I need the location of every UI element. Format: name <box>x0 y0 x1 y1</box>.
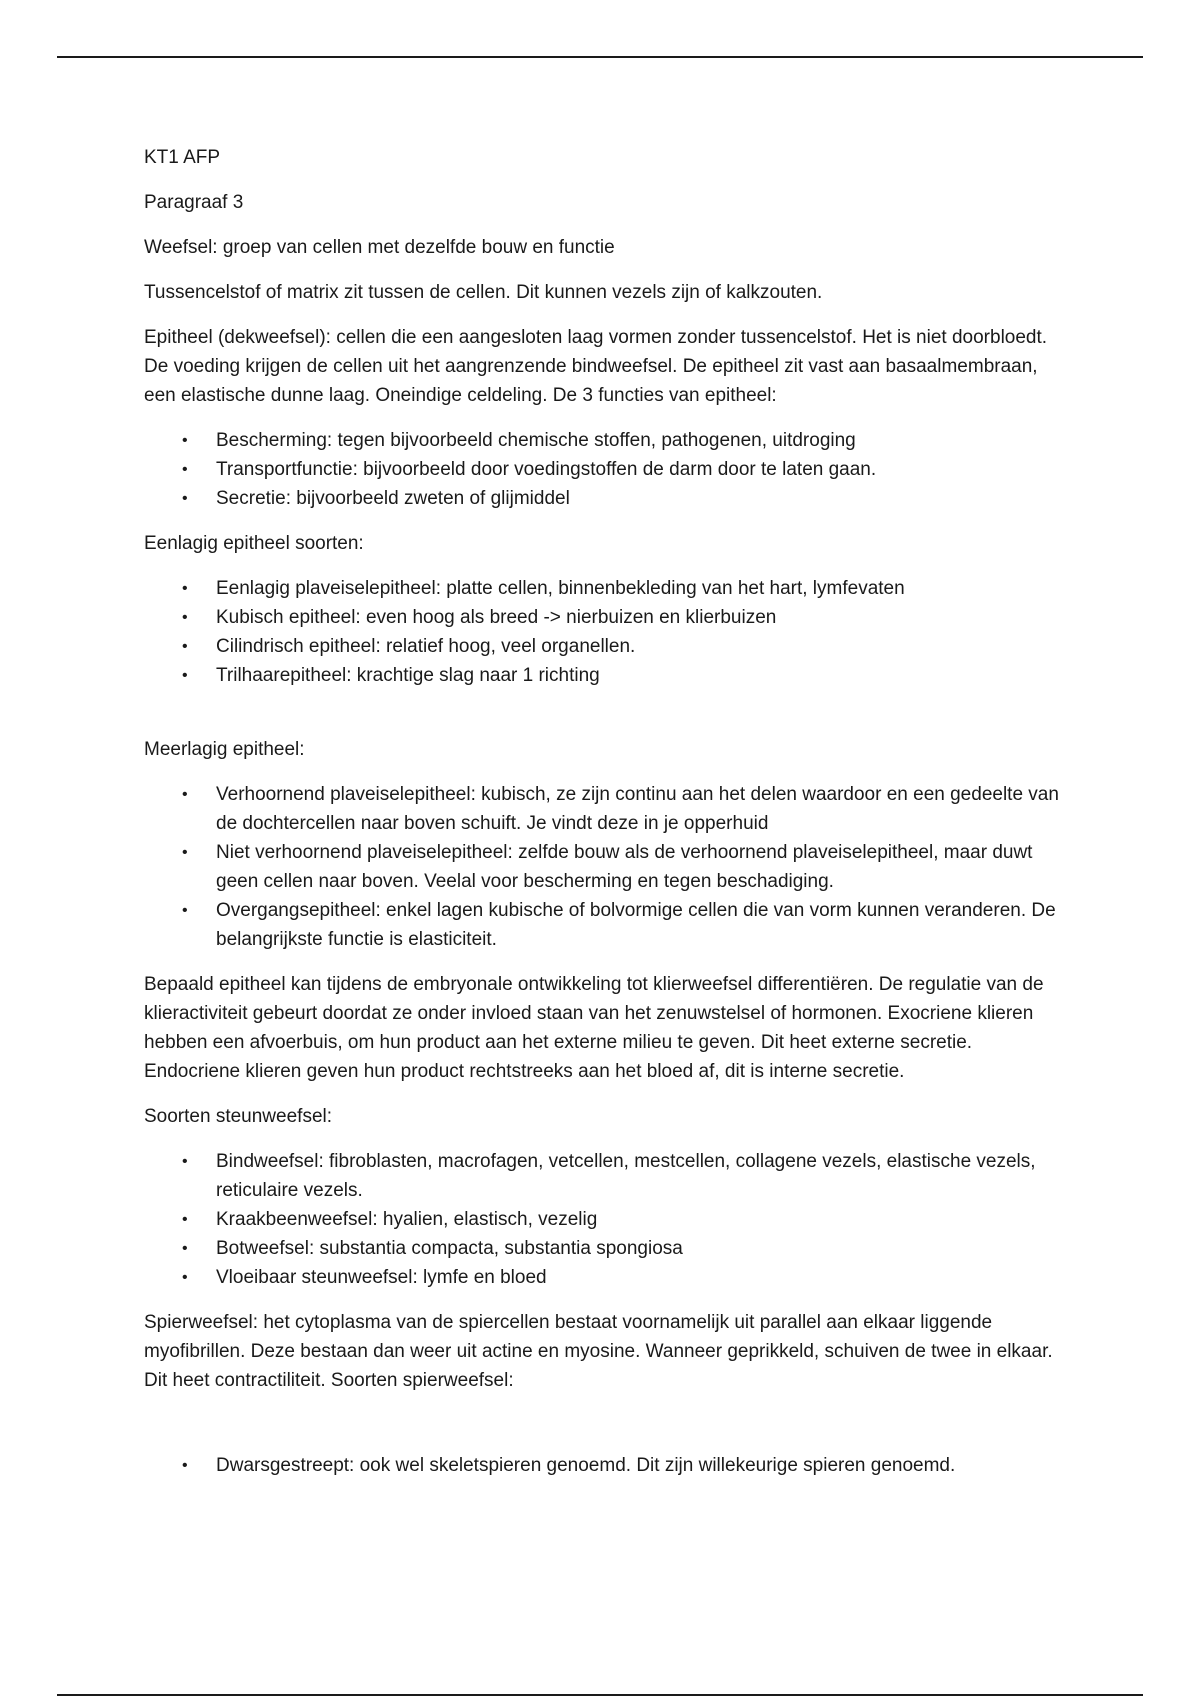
paragraph-eenlagig: Eenlagig epitheel soorten: <box>144 533 364 554</box>
bullet-icon: • <box>182 667 188 684</box>
list-item: • Bindweefsel: fibroblasten, macrofagen, vetcellen, mestcellen, collagene vezels, elastische vezels, reticulaire vezels. <box>144 1147 1064 1205</box>
list-item: • Botweefsel: substantia compacta, substantia spongiosa <box>144 1234 1064 1263</box>
bullet-icon: • <box>182 609 188 626</box>
document-body <box>144 143 1064 1496</box>
list-item: • Cilindrisch epitheel: relatief hoog, veel organellen. <box>144 632 1064 661</box>
list-item: • Trilhaarepitheel: krachtige slag naar 1 richting <box>144 661 1064 690</box>
bullet-icon: • <box>182 432 188 449</box>
list-item: • Verhoornend plaveiselepitheel: kubisch, ze zijn continu aan het delen waardoor en een gedeelte van de dochtercellen naar boven schuift. Je vindt deze in je opperhuid <box>144 780 1064 838</box>
list-spierweefsel <box>144 1451 1064 1480</box>
bullet-icon: • <box>182 1240 188 1257</box>
list-item: • Transportfunctie: bijvoorbeeld door voedingstoffen de darm door te laten gaan. <box>144 455 1064 484</box>
list-meerlagig <box>144 780 1064 954</box>
bullet-icon: • <box>182 786 188 803</box>
list-item: • Dwarsgestreept: ook wel skeletspieren genoemd. Dit zijn willekeurige spieren genoemd. <box>144 1451 1064 1480</box>
list-item: • Kraakbeenweefsel: hyalien, elastisch, vezelig <box>144 1205 1064 1234</box>
bullet-icon: • <box>182 1153 188 1170</box>
list-item: • Overgangsepitheel: enkel lagen kubische of bolvormige cellen die van vorm kunnen veranderen. De belangrijkste functie is elasticiteit. <box>144 896 1064 954</box>
bullet-icon: • <box>182 580 188 597</box>
list-item: • Bescherming: tegen bijvoorbeeld chemische stoffen, pathogenen, uitdroging <box>144 426 1064 455</box>
list-item: • Eenlagig plaveiselepitheel: platte cellen, binnenbekleding van het hart, lymfevaten <box>144 574 1064 603</box>
bullet-icon: • <box>182 1211 188 1228</box>
paragraph-epitheel: Epitheel (dekweefsel): cellen die een aangesloten laag vormen zonder tussencelstof. Het is niet doorbloedt. De voeding krijgen de cellen uit het aangrenzende bindweefsel. De epitheel zit vast aan basaalmembraan, een elastische dunne laag. Oneindige celdeling. De 3 functies van epitheel: <box>144 327 1048 406</box>
paragraph-spierweefsel: Spierweefsel: het cytoplasma van de spiercellen bestaat voornamelijk uit parallel aan elkaar liggende myofibrillen. Deze bestaan dan weer uit actine en myosine. Wanneer geprikkeld, schuiven de twee in elkaar. Dit heet contractiliteit. Soorten spierweefsel: <box>144 1312 1053 1391</box>
header-rule <box>57 56 1143 58</box>
paragraph-steunweefsel: Soorten steunweefsel: <box>144 1106 333 1127</box>
bullet-icon: • <box>182 461 188 478</box>
document-title: KT1 AFP <box>144 147 221 168</box>
section-heading: Paragraaf 3 <box>144 192 244 213</box>
footer-rule <box>57 1694 1143 1696</box>
list-eenlagig <box>144 574 1064 690</box>
bullet-icon: • <box>182 1269 188 1286</box>
bullet-icon: • <box>182 844 188 861</box>
bullet-icon: • <box>182 902 188 919</box>
bullet-icon: • <box>182 490 188 507</box>
list-item: • Kubisch epitheel: even hoog als breed -> nierbuizen en klierbuizen <box>144 603 1064 632</box>
paragraph-meerlagig: Meerlagig epitheel: <box>144 739 305 760</box>
list-steunweefsel <box>144 1147 1064 1292</box>
list-item: • Vloeibaar steunweefsel: lymfe en bloed <box>144 1263 1064 1292</box>
paragraph-weefsel: Weefsel: groep van cellen met dezelfde bouw en functie <box>144 237 615 258</box>
list-functies <box>144 426 1064 513</box>
bullet-icon: • <box>182 1457 188 1474</box>
bullet-icon: • <box>182 638 188 655</box>
paragraph-klierweefsel: Bepaald epitheel kan tijdens de embryonale ontwikkeling tot klierweefsel differentiëren. De regulatie van de klieractiviteit gebeurt doordat ze onder invloed staan van het zenuwstelsel of hormonen. Exocriene klieren hebben een afvoerbuis, om hun product aan het externe milieu te geven. Dit heet externe secretie. Endocriene klieren geven hun product rechtstreeks aan het bloed af, dit is interne secretie. <box>144 974 1044 1082</box>
list-item: • Secretie: bijvoorbeeld zweten of glijmiddel <box>144 484 1064 513</box>
paragraph-tussencelstof: Tussencelstof of matrix zit tussen de cellen. Dit kunnen vezels zijn of kalkzouten. <box>144 282 823 303</box>
list-item: • Niet verhoornend plaveiselepitheel: zelfde bouw als de verhoornend plaveiselepitheel, maar duwt geen cellen naar boven. Veelal voor bescherming en tegen beschadiging. <box>144 838 1064 896</box>
